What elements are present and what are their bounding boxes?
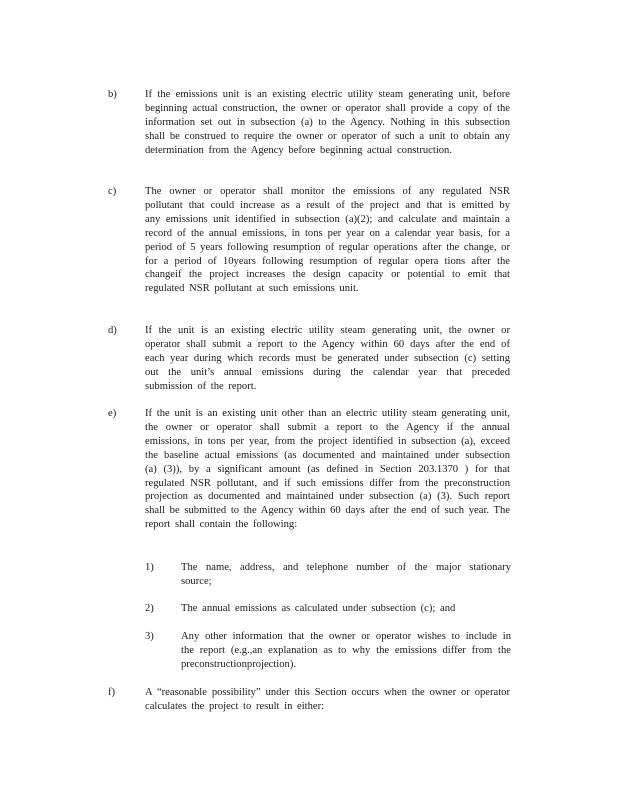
paragraph-text: If the emissions unit is an existing electric utility steam generating unit, before beginning actual construction, the owner or operator shall provide a copy of the information set out in subsection (a) to the Agency. Nothing in this subsection shall be construed to require the owner or operator of such a unit to obtain any determination from the Agency before beginning actual construction. bbox=[145, 89, 510, 156]
subitem-text: Any other information that the owner or operator wishes to include in the report (e.g.,an explanation as to why the emissions differ from the preconstructionprojection). bbox=[181, 631, 511, 670]
paragraph-label: f) bbox=[108, 687, 116, 698]
paragraph-label: c) bbox=[108, 186, 117, 197]
paragraph-text: If the unit is an existing electric utility steam generating unit, the owner or operator shall submit a report to the Agency within 60 days after the end of each year during which records must be generated under subsection (c) setting out the unit’s annual emissions during the calendar year that preceded submission of the report. bbox=[145, 325, 510, 392]
paragraph-label: b) bbox=[108, 89, 117, 100]
subitem-number: 3) bbox=[145, 631, 154, 642]
paragraph-text: A “reasonable possibility” under this Section occurs when the owner or operator calculates the project to result in either: bbox=[145, 687, 510, 712]
subitem-number: 1) bbox=[145, 562, 154, 573]
paragraph-text: If the unit is an existing unit other than an electric utility steam generating unit, the owner or operator shall submit a report to the Agency if the annual emissions, in tons per year, from the project identified in subsection (a), exceed the baseline actual emissions (as documented and maintained under subsection (a) (3)), by a significant amount (as defined in Section 203.1370 ) for that regulated NSR pollutant, and if such emissions differ from the preconstruction projection as documented and maintained under subsection (a) (3). Such report shall be submitted to the Agency within 60 days after the end of such year. The report shall contain the following: bbox=[145, 408, 510, 531]
subitem-text: The name, address, and telephone number of the major stationary source; bbox=[181, 562, 511, 587]
paragraph-label: d) bbox=[108, 325, 117, 336]
subitem-number: 2) bbox=[145, 603, 154, 614]
paragraph-label: e) bbox=[108, 408, 117, 419]
subitem-text: The annual emissions as calculated under subsection (c); and bbox=[181, 603, 456, 614]
paragraph-text: The owner or operator shall monitor the emissions of any regulated NSR pollutant that could increase as a result of the project and that is emitted by any emissions unit identified in subsection (a)(2); and calculate and maintain a record of the annual emissions, in tons per year on a calendar year basis, for a period of 5 years following resumption of regular operations after the change, or for a period of 10years following resumption of regular opera tions after the changeif the project increases the design capacity or potential to emit that regulated NSR pollutant at such emissions unit. bbox=[145, 186, 510, 295]
